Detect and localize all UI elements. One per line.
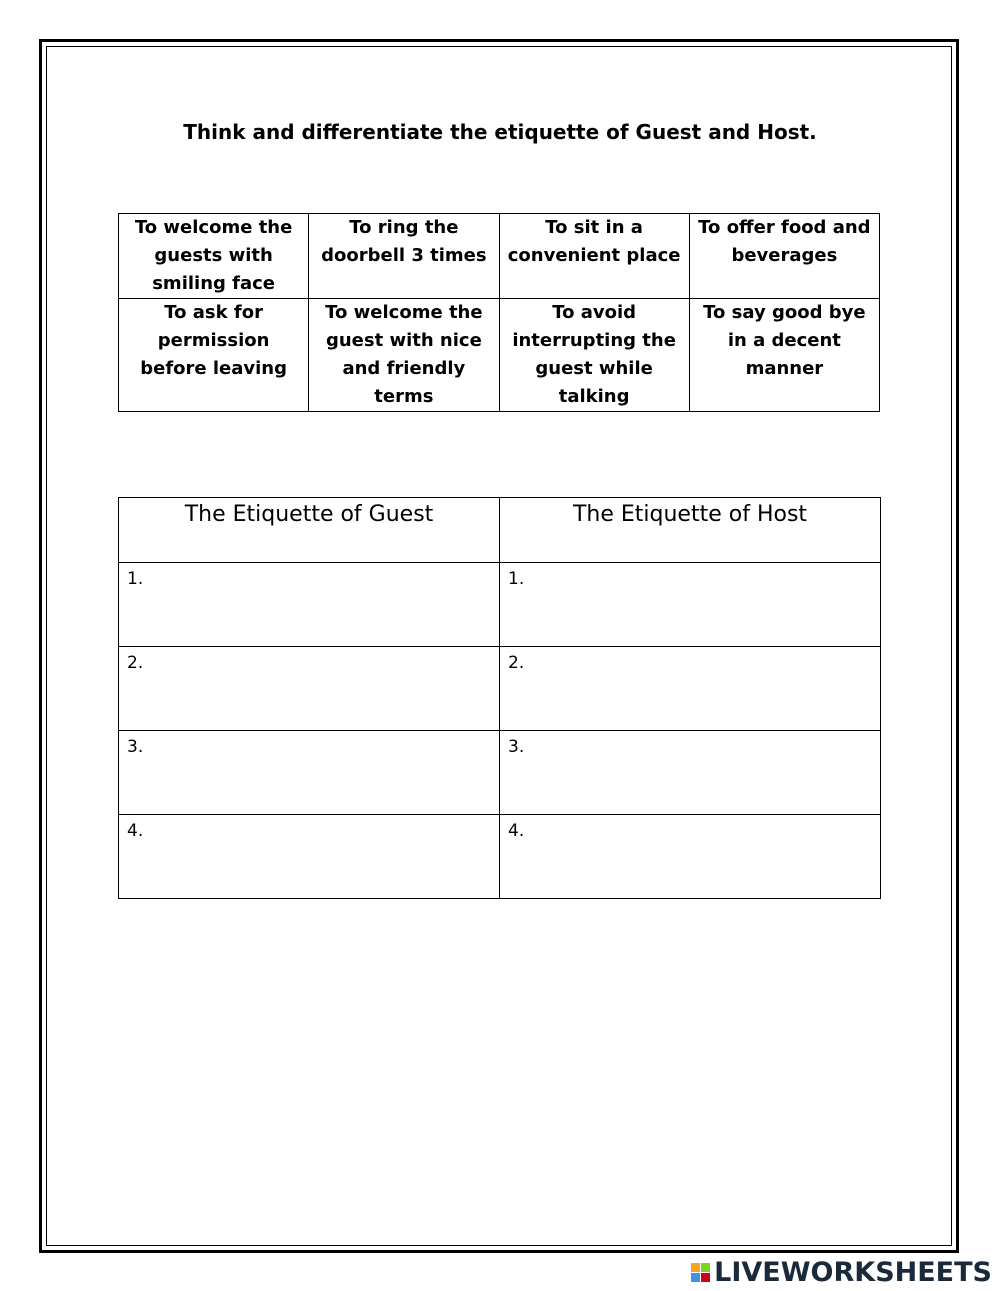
option-cell: To ring the doorbell 3 times [309, 214, 499, 299]
guest-answer-cell-4[interactable]: 4. [119, 815, 500, 899]
brand-name: LIVEWORKSHEETS [714, 1256, 992, 1288]
guest-answer-cell-1[interactable]: 1. [119, 563, 500, 647]
sort-table-row [119, 647, 881, 731]
logo-square [691, 1263, 700, 1272]
liveworksheets-logo-icon [691, 1263, 710, 1282]
guest-answer-cell-2[interactable]: 2. [119, 647, 500, 731]
option-cell: To sit in a convenient place [499, 214, 689, 299]
host-answer-cell-2[interactable]: 2. [500, 647, 881, 731]
guest-column-header: The Etiquette of Guest [119, 498, 500, 563]
option-cell: To say good bye in a decent manner [689, 299, 879, 412]
logo-square [691, 1273, 700, 1282]
option-cell: To ask for permission before leaving [119, 299, 309, 412]
logo-square [701, 1263, 710, 1272]
liveworksheets-brand [691, 1255, 992, 1289]
sort-table-header-row [119, 498, 881, 563]
sort-table-row [119, 563, 881, 647]
options-row [119, 214, 880, 299]
etiquette-sort-table [118, 497, 881, 899]
host-answer-cell-1[interactable]: 1. [500, 563, 881, 647]
option-cell: To offer food and beverages [689, 214, 879, 299]
option-cell: To welcome the guests with smiling face [119, 214, 309, 299]
guest-answer-cell-3[interactable]: 3. [119, 731, 500, 815]
host-answer-cell-4[interactable]: 4. [500, 815, 881, 899]
sort-table-row [119, 815, 881, 899]
options-table [118, 213, 880, 412]
logo-square [701, 1273, 710, 1282]
host-answer-cell-3[interactable]: 3. [500, 731, 881, 815]
sort-table-row [119, 731, 881, 815]
options-row [119, 299, 880, 412]
option-cell: To welcome the guest with nice and friendly terms [309, 299, 499, 412]
option-cell: To avoid interrupting the guest while talking [499, 299, 689, 412]
worksheet-title: Think and differentiate the etiquette of Guest and Host. [183, 120, 817, 144]
host-column-header: The Etiquette of Host [500, 498, 881, 563]
